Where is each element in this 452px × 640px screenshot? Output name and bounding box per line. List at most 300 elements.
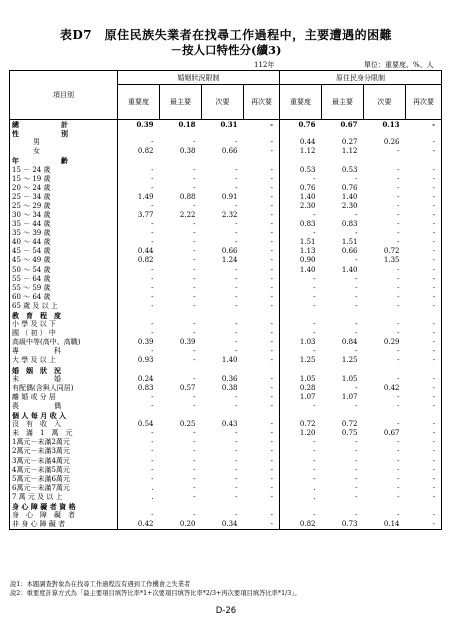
table-cell: - (193, 220, 196, 229)
table-cell (322, 366, 364, 375)
table-cell: - (313, 301, 316, 310)
table-cell: - (235, 301, 238, 310)
table-cell: 0.39 (137, 338, 154, 347)
table-cell: - (151, 138, 154, 147)
table-cell: - (397, 447, 400, 456)
table-cell: 1.24 (221, 256, 238, 265)
table-cell: - (397, 283, 400, 292)
table-cell: - (313, 292, 316, 301)
table-cell: 0.36 (221, 374, 238, 383)
table-row (10, 284, 442, 293)
table-cell (202, 311, 244, 320)
table-cell (322, 311, 364, 320)
row-label: 性 別 (10, 129, 118, 138)
row-label: 身 心 障 礙 者 (10, 511, 118, 520)
table-row (10, 429, 442, 438)
table-cell: - (193, 229, 196, 238)
table-cell: - (355, 329, 358, 338)
table-row (10, 456, 442, 465)
table-cell: - (397, 483, 400, 492)
table-cell: - (193, 283, 196, 292)
table-cell: - (151, 292, 154, 301)
table-cell: - (244, 375, 280, 384)
table-cell (160, 311, 202, 320)
table-cell: 0.90 (299, 256, 316, 265)
table-cell: - (355, 210, 358, 219)
table-cell: - (193, 292, 196, 301)
table-cell: 0.39 (179, 338, 196, 347)
table-cell (244, 411, 280, 420)
table-cell: - (151, 174, 154, 183)
table-cell: 0.84 (341, 338, 358, 347)
table-cell: - (313, 283, 316, 292)
table-cell: - (406, 165, 442, 174)
table-row (10, 329, 442, 338)
row-label: 未 滿 1 萬 元 (10, 429, 118, 438)
table-cell (322, 411, 364, 420)
table-cell: - (397, 329, 400, 338)
table-cell: - (355, 511, 358, 520)
table-row (10, 420, 442, 429)
table-cell: - (244, 420, 280, 429)
table-cell (322, 502, 364, 511)
table-cell: - (193, 201, 196, 210)
table-cell (280, 156, 322, 165)
table-cell: 1.12 (299, 147, 316, 156)
table-cell: - (193, 456, 196, 465)
table-cell: - (406, 175, 442, 184)
table-cell: 0.82 (280, 520, 322, 530)
table-cell: - (406, 447, 442, 456)
table-cell: 1.25 (341, 356, 358, 365)
footnotes (10, 580, 301, 598)
table-cell: - (193, 511, 196, 520)
table-cell: - (244, 402, 280, 411)
table-row (10, 447, 442, 456)
table-cell: - (151, 238, 154, 247)
table-row (10, 356, 442, 365)
table-cell: - (244, 284, 280, 293)
table-cell: 0.18 (178, 120, 196, 130)
row-label: 6萬元－未滿7萬元 (10, 484, 118, 493)
table-cell: 0.66 (221, 147, 238, 156)
row-label: 7 萬 元 及 以 上 (10, 493, 118, 502)
table-cell: - (193, 274, 196, 283)
table-cell: - (355, 456, 358, 465)
row-label: 45 － 54 歲 (10, 247, 118, 256)
table-cell: - (244, 511, 280, 520)
table-cell: - (151, 283, 154, 292)
table-cell: - (244, 202, 280, 211)
table-cell: - (193, 165, 196, 174)
table-row (10, 138, 442, 147)
table-cell: - (244, 384, 280, 393)
table-cell: - (397, 274, 400, 283)
table-cell: 1.40 (299, 265, 316, 274)
table-cell (364, 366, 406, 375)
row-label: 25 ～ 29 歲 (10, 202, 118, 211)
table-cell: - (193, 138, 196, 147)
table-cell: 0.82 (137, 147, 154, 156)
table-cell: - (235, 347, 238, 356)
table-row (10, 502, 442, 511)
table-cell: 0.72 (341, 420, 358, 429)
table-cell: - (406, 138, 442, 147)
table-cell (244, 129, 280, 138)
table-row (10, 256, 442, 265)
table-cell: 0.25 (179, 420, 196, 429)
table-cell: 0.13 (382, 120, 400, 130)
table-cell: - (151, 183, 154, 192)
row-label: 女 (10, 147, 118, 156)
table-cell: - (355, 292, 358, 301)
table-cell (160, 129, 202, 138)
table-cell: - (235, 238, 238, 247)
table-cell: - (244, 484, 280, 493)
table-cell: - (406, 266, 442, 275)
table-cell: 1.05 (299, 374, 316, 383)
table-cell: - (355, 438, 358, 447)
table-cell: - (244, 466, 280, 475)
table-cell (322, 129, 364, 138)
table-cell: - (406, 293, 442, 302)
table-cell: - (235, 138, 238, 147)
table-row (10, 466, 442, 475)
row-label: 45 ～ 49 歲 (10, 256, 118, 265)
table-cell: - (406, 120, 442, 130)
table-cell: 1.40 (341, 265, 358, 274)
table-subtitle: －按人口特性分(續3) (170, 43, 282, 57)
table-cell: - (193, 483, 196, 492)
table-cell: - (235, 292, 238, 301)
table-cell: - (355, 283, 358, 292)
table-cell: 0.76 (298, 120, 316, 130)
table-cell: - (193, 447, 196, 456)
table-cell: - (355, 229, 358, 238)
table-cell: - (193, 474, 196, 483)
table-cell: - (235, 392, 238, 401)
table-cell (202, 129, 244, 138)
table-row (10, 475, 442, 484)
table-cell: - (235, 447, 238, 456)
table-cell: - (151, 274, 154, 283)
table-cell: 2.30 (341, 201, 358, 210)
table-row (10, 147, 442, 156)
table-body (10, 120, 442, 530)
table-cell (244, 311, 280, 320)
table-cell (364, 311, 406, 320)
table-cell: 1.03 (299, 338, 316, 347)
table-cell: 0.66 (341, 247, 358, 256)
table-cell (118, 366, 160, 375)
table-cell (160, 156, 202, 165)
table-cell: - (193, 374, 196, 383)
table-row (10, 438, 442, 447)
table-cell: - (313, 174, 316, 183)
table-cell: - (313, 229, 316, 238)
row-label: 35 ～ 39 歲 (10, 229, 118, 238)
table-cell: - (244, 229, 280, 238)
table-cell: - (244, 429, 280, 438)
table-cell: - (313, 320, 316, 329)
table-cell: - (355, 474, 358, 483)
table-cell: - (244, 266, 280, 275)
table-cell: - (244, 211, 280, 220)
table-cell: - (355, 320, 358, 329)
table-row (10, 229, 442, 238)
table-cell (160, 502, 202, 511)
subcol-header: 最主要 (160, 85, 202, 120)
row-label: 20 ～ 24 歲 (10, 184, 118, 193)
row-label: 婚 姻 狀 況 (10, 366, 118, 375)
table-cell (202, 411, 244, 420)
table-row (10, 193, 442, 202)
table-cell: - (244, 356, 280, 365)
row-label: 3萬元－未滿4萬元 (10, 456, 118, 465)
table-cell: - (244, 347, 280, 356)
table-cell: 1.07 (341, 392, 358, 401)
table-cell: 0.83 (137, 383, 154, 392)
table-cell: - (244, 329, 280, 338)
table-cell: 1.51 (341, 238, 358, 247)
table-cell: - (406, 493, 442, 502)
row-label: 65 歲 及 以 上 (10, 302, 118, 311)
table-cell: 0.28 (299, 383, 316, 392)
table-cell: 0.42 (118, 520, 160, 530)
row-label: 男 (10, 138, 118, 147)
table-row (10, 211, 442, 220)
table-cell (364, 411, 406, 420)
table-cell (280, 502, 322, 511)
table-cell: - (397, 438, 400, 447)
table-cell: 0.39 (136, 120, 154, 130)
table-cell: 0.67 (340, 120, 358, 130)
row-label: 1萬元－未滿2萬元 (10, 438, 118, 447)
table-cell (202, 156, 244, 165)
table-cell: - (406, 456, 442, 465)
table-cell: - (397, 192, 400, 201)
table-cell: - (235, 329, 238, 338)
table-cell: - (235, 229, 238, 238)
table-cell: - (244, 175, 280, 184)
year-label: 112年 (254, 61, 275, 69)
table-cell: . (151, 492, 154, 501)
table-cell: - (406, 475, 442, 484)
table-cell (280, 311, 322, 320)
table-cell: - (355, 483, 358, 492)
table-cell: - (406, 256, 442, 265)
table-cell: - (151, 438, 154, 447)
table-cell: - (406, 284, 442, 293)
group-header-indigenous: 原住民身分限制 (280, 71, 442, 85)
table-cell: 1.35 (383, 256, 400, 265)
table-cell: - (151, 456, 154, 465)
table-cell: 2.22 (179, 210, 196, 219)
table-row (10, 384, 442, 393)
table-cell (406, 366, 442, 375)
row-label: 35 － 44 歲 (10, 220, 118, 229)
table-cell: - (406, 520, 442, 530)
row-label: 小 學 及 以 下 (10, 320, 118, 329)
table-cell: - (355, 465, 358, 474)
table-cell: 1.51 (299, 238, 316, 247)
table-cell: - (244, 393, 280, 402)
table-row (10, 293, 442, 302)
table-cell: - (244, 165, 280, 174)
table-cell: - (151, 447, 154, 456)
table-cell: - (193, 329, 196, 338)
table-cell: - (397, 265, 400, 274)
table-cell: - (313, 465, 316, 474)
table-row (10, 120, 442, 130)
row-label: 60 ～ 64 歲 (10, 293, 118, 302)
table-row (10, 156, 442, 165)
table-row (10, 375, 442, 384)
table-cell: - (244, 456, 280, 465)
table-cell: - (406, 484, 442, 493)
table-cell: - (244, 193, 280, 202)
table-cell: 1.40 (341, 192, 358, 201)
table-cell: - (151, 474, 154, 483)
row-label: 國 （ 初 ） 中 (10, 329, 118, 338)
table-cell: 0.53 (299, 165, 316, 174)
table-cell: - (235, 492, 238, 501)
table-cell: - (244, 475, 280, 484)
table-cell (244, 502, 280, 511)
table-cell: - (355, 347, 358, 356)
table-cell: - (397, 511, 400, 520)
table-cell: - (397, 347, 400, 356)
table-cell: - (235, 483, 238, 492)
table-cell: - (355, 301, 358, 310)
table-cell: 2.30 (299, 201, 316, 210)
table-cell: - (406, 302, 442, 311)
table-cell: - (406, 347, 442, 356)
table-cell: 1.49 (137, 192, 154, 201)
table-cell: 2.32 (221, 210, 238, 219)
table-cell: 0.76 (299, 183, 316, 192)
row-label: 25 － 34 歲 (10, 193, 118, 202)
row-label: 教 育 程 度 (10, 311, 118, 320)
table-cell: - (235, 456, 238, 465)
row-label: 年 齡 (10, 156, 118, 165)
data-table (9, 70, 442, 530)
table-cell: 0.88 (179, 192, 196, 201)
table-cell: - (397, 465, 400, 474)
table-cell: - (406, 193, 442, 202)
table-cell: - (244, 302, 280, 311)
row-label: 高級中等(高中、高職) (10, 338, 118, 347)
table-cell: - (313, 401, 316, 410)
table-cell: - (151, 329, 154, 338)
table-cell: 0.31 (220, 120, 238, 130)
table-cell (118, 502, 160, 511)
table-row (10, 493, 442, 502)
table-cell: - (397, 201, 400, 210)
table-cell: - (244, 293, 280, 302)
table-cell: 0.72 (383, 247, 400, 256)
table-cell: 0.72 (299, 420, 316, 429)
table-cell: - (193, 256, 196, 265)
table-cell: - (397, 220, 400, 229)
row-label: 55 － 64 歲 (10, 275, 118, 284)
table-cell: 0.57 (179, 383, 196, 392)
row-label: 沒 有 收 入 (10, 420, 118, 429)
table-cell: - (406, 402, 442, 411)
table-cell: 0.27 (341, 138, 358, 147)
table-cell: 0.38 (221, 383, 238, 392)
table-cell: - (244, 447, 280, 456)
table-cell: - (397, 147, 400, 156)
table-cell (364, 502, 406, 511)
table-cell: - (397, 456, 400, 465)
table-cell: 0.43 (221, 420, 238, 429)
table-row (10, 184, 442, 193)
table-cell: . (151, 483, 154, 492)
table-row (10, 520, 442, 530)
table-cell: 0.44 (299, 138, 316, 147)
table-cell: - (397, 174, 400, 183)
table-cell: 1.25 (299, 356, 316, 365)
table-cell: - (151, 301, 154, 310)
row-label: 喪 偶 (10, 402, 118, 411)
table-cell: 0.53 (341, 165, 358, 174)
table-cell: 1.20 (299, 429, 316, 438)
table-cell: - (235, 283, 238, 292)
table-cell: - (397, 356, 400, 365)
table-cell: - (406, 329, 442, 338)
row-label: 非 身 心 障 礙 者 (10, 520, 118, 530)
table-cell: 0.76 (341, 183, 358, 192)
table-cell: - (193, 174, 196, 183)
table-cell: - (244, 120, 280, 130)
table-cell: - (406, 356, 442, 365)
table-cell: - (397, 374, 400, 383)
table-cell: - (151, 347, 154, 356)
table-row (10, 129, 442, 138)
row-label: 身 心 障 礙 者 資 格 (10, 502, 118, 511)
table-cell (280, 411, 322, 420)
table-cell: - (397, 292, 400, 301)
row-label: 4萬元－未滿5萬元 (10, 466, 118, 475)
table-cell: - (397, 210, 400, 219)
table-row (10, 165, 442, 174)
table-cell: - (244, 320, 280, 329)
table-cell: 0.34 (202, 520, 244, 530)
table-row (10, 338, 442, 347)
table-row (10, 347, 442, 356)
table-cell (406, 156, 442, 165)
table-cell: - (244, 520, 280, 530)
table-cell: - (193, 465, 196, 474)
table-row (10, 302, 442, 311)
row-label: 30 ～ 34 歲 (10, 211, 118, 220)
table-cell: - (235, 401, 238, 410)
table-cell: - (193, 320, 196, 329)
table-cell: - (235, 465, 238, 474)
table-cell: 0.54 (137, 420, 154, 429)
table-cell: - (406, 184, 442, 193)
table-cell (406, 411, 442, 420)
table-cell: - (244, 184, 280, 193)
table-cell: - (406, 511, 442, 520)
table-row (10, 311, 442, 320)
table-cell: 0.67 (383, 429, 400, 438)
table-cell: 0.38 (179, 147, 196, 156)
table-cell: - (397, 301, 400, 310)
table-cell: - (235, 338, 238, 347)
table-cell: - (151, 229, 154, 238)
